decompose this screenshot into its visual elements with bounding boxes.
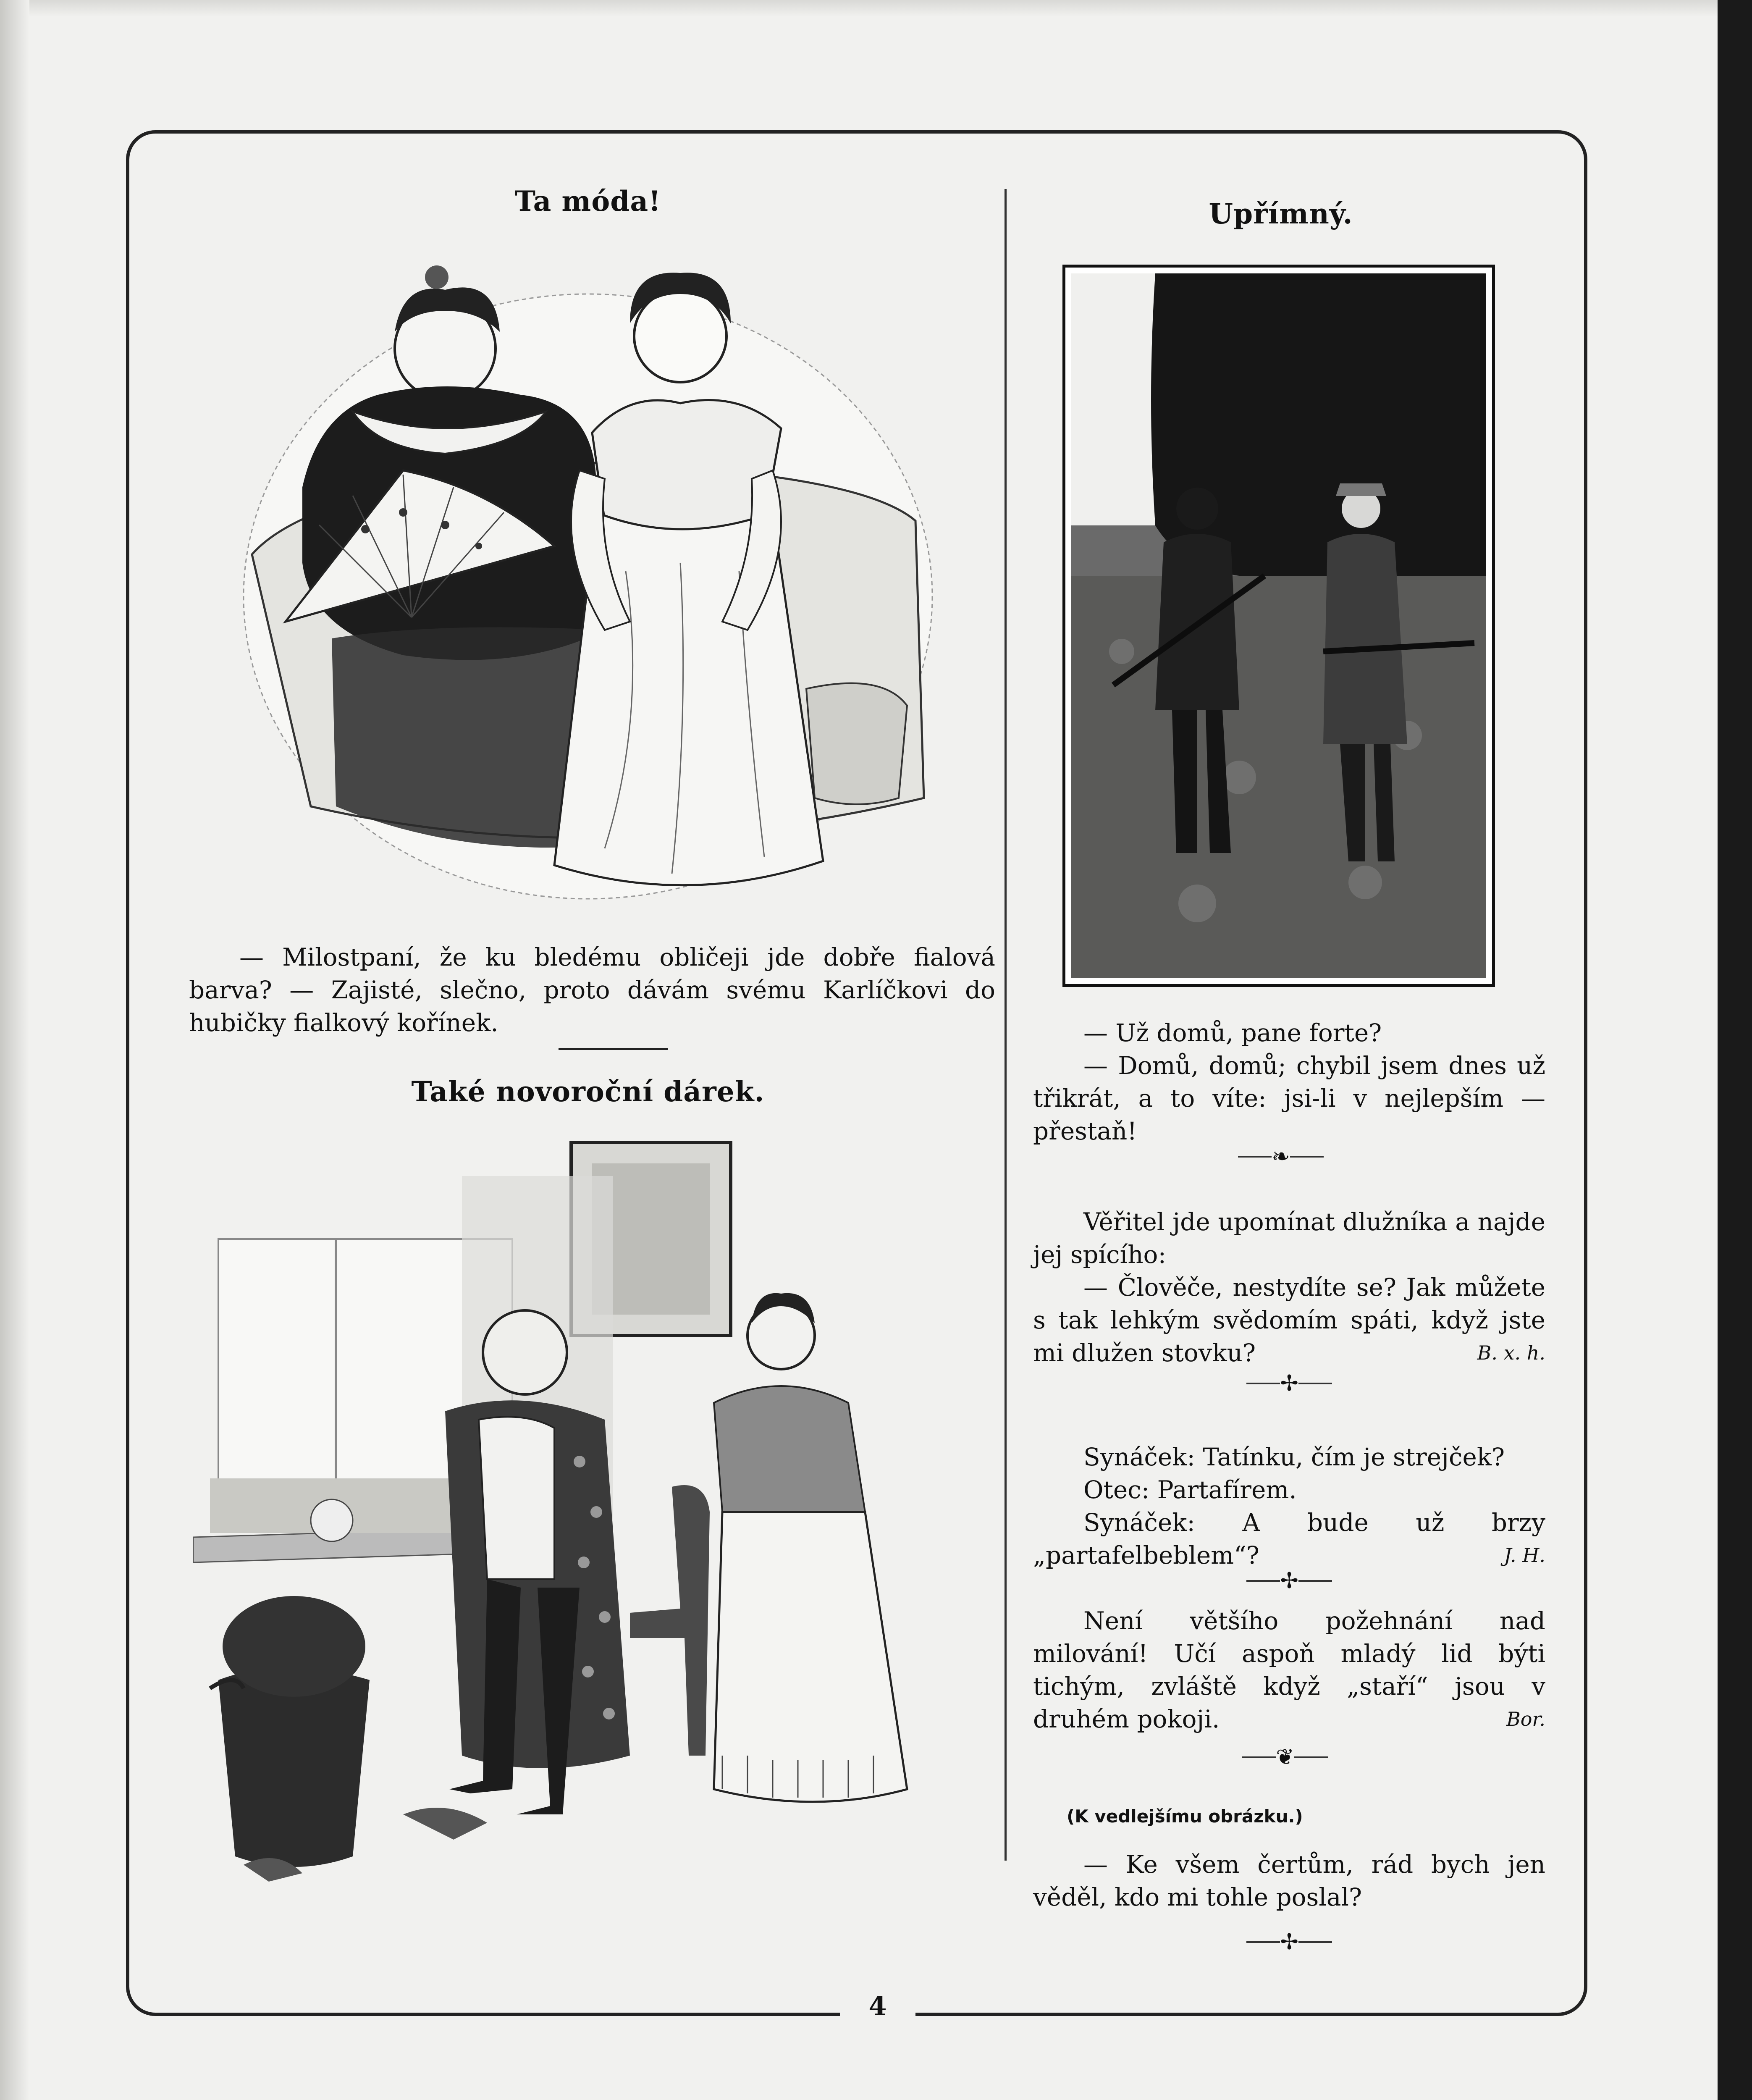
cartoon1-illustration xyxy=(227,252,949,924)
cartoon1-caption-text: — Milostpaní, že ku bledému obličeji jde dobře fialová barva? — Zajisté, slečno, proto dávám svému Karlíčkovi do hubičky fialkový kořínek. xyxy=(189,943,995,1037)
joke2-line3: Synáček: A bude už brzy „partafelbeblem“? J. H. xyxy=(1033,1506,1545,1572)
joke2-signature: J. H. xyxy=(1504,1544,1545,1567)
hunters-photo-image xyxy=(1071,273,1486,978)
cartoon1-title: Ta móda! xyxy=(514,185,661,218)
photo-caption-line2: — Domů, domů; chybil jsem dnes už třikrát, a to víte: jsi-li v nejlepším — přestaň! xyxy=(1033,1051,1545,1145)
ornament-divider: ❦ xyxy=(1230,1743,1340,1770)
cartoon2-title: Také novoroční dárek. xyxy=(411,1075,765,1108)
joke2-line2: Otec: Partafírem. xyxy=(1083,1475,1297,1504)
page-edge-right xyxy=(1718,0,1752,2100)
photo-caption-line1: — Už domů, pane forte? xyxy=(1083,1018,1382,1047)
ornament-divider: ❧ xyxy=(1226,1142,1335,1169)
photo-title: Upřímný. xyxy=(1209,197,1353,230)
joke1-intro: Věřitel jde upomínat dlužníka a najde jej spícího: xyxy=(1033,1208,1545,1269)
note-heading: (K vedlejšímu obrázku.) xyxy=(1067,1806,1303,1827)
joke2 xyxy=(1033,1441,1545,1572)
joke1-signature: B. x. h. xyxy=(1477,1341,1545,1364)
note-text: — Ke všem čertům, rád bych jen věděl, kdo mi tohle poslal? xyxy=(1033,1850,1545,1911)
joke2-line1: Synáček: Tatínku, čím je strejček? xyxy=(1083,1443,1505,1471)
ornament-divider: ✢ xyxy=(1235,1928,1344,1955)
joke3 xyxy=(1033,1604,1545,1735)
cartoon2-illustration xyxy=(193,1134,949,1907)
joke3-text: Není většího požehnání nad milování! Učí aspoň mladý lid býti tichým, zvláště když „staří“ jsou v druhém pokoji. Bor. xyxy=(1033,1604,1545,1735)
page-number: 4 xyxy=(868,1991,887,2021)
photo-caption xyxy=(1033,1016,1545,1147)
joke3-signature: Bor. xyxy=(1506,1708,1545,1730)
hunters-photo xyxy=(1062,265,1495,987)
page-edge-left xyxy=(0,0,29,2100)
joke1-quote: — Člověče, nestydíte se? Jak můžete s tak lehkým svědomím spáti, když jste mi dlužen stovku? B. x. h. xyxy=(1033,1271,1545,1369)
page-edge-top xyxy=(0,0,1752,17)
ornament-divider: ✢ xyxy=(1235,1567,1344,1593)
joke1 xyxy=(1033,1205,1545,1369)
column-divider xyxy=(1005,189,1007,1861)
ornament-divider: ✢ xyxy=(1235,1369,1344,1396)
separator-line xyxy=(559,1048,668,1050)
cartoon1-caption xyxy=(189,941,995,1039)
note xyxy=(1033,1848,1545,1914)
